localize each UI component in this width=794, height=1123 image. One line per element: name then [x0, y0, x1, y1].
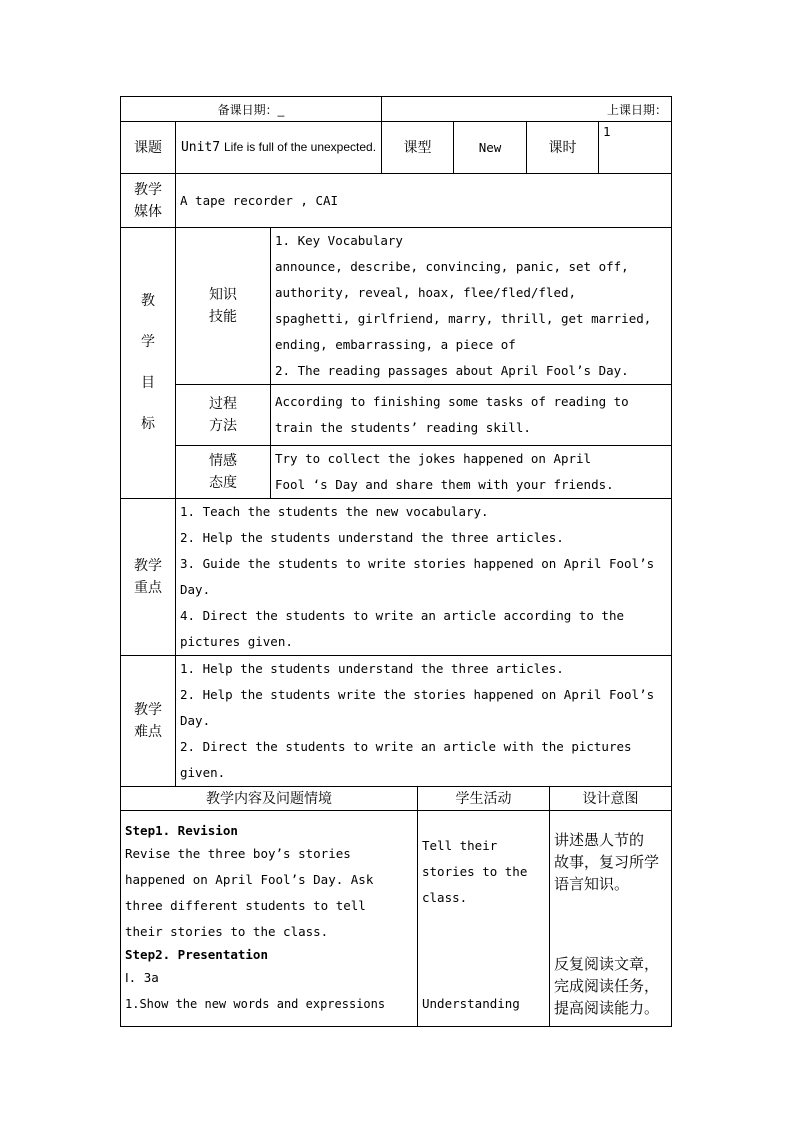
topic-row: [121, 122, 672, 174]
col-activity-header: 学生活动: [418, 787, 550, 811]
objectives-knowledge-row: [121, 228, 672, 385]
step1-line: their stories to the class.: [125, 924, 329, 939]
objectives-attitude-row: [121, 446, 672, 499]
objectives-char-3: 目: [141, 375, 155, 391]
media-label-1: 教学: [134, 181, 162, 198]
hours-value: 1: [599, 122, 672, 174]
step2-sub: Ⅰ. 3a: [125, 970, 159, 985]
step2-title: Step2. Presentation: [125, 947, 268, 962]
difficult-point-line: Day.: [180, 713, 211, 728]
topic-label: 课题: [121, 122, 176, 174]
difficult-points-label-1: 教学: [134, 702, 162, 718]
objectives-char-2: 学: [141, 334, 155, 350]
media-label-2: 媒体: [134, 203, 162, 220]
process-step-row: [121, 811, 672, 1027]
key-point-line: 3. Guide the students to write stories happened on April Fool’s: [180, 556, 655, 571]
lesson-plan-table: [120, 96, 672, 787]
attitude-line: Fool ‘s Day and share them with your friends.: [275, 477, 614, 492]
lesson-plan-document: [120, 96, 671, 1027]
key-points-label-2: 重点: [134, 580, 162, 596]
knowledge-content: [271, 228, 672, 385]
intent-line: 提高阅读能力。: [554, 999, 660, 1017]
media-label: [121, 174, 176, 228]
knowledge-label-2: 技能: [209, 309, 237, 325]
attitude-line: Try to collect the jokes happened on April: [275, 451, 592, 466]
unit-prefix: Unit7: [180, 140, 221, 155]
objectives-char-1: 教: [141, 293, 155, 309]
attitude-label-1: 情感: [209, 453, 237, 469]
process-header-row: [121, 787, 672, 811]
media-row: [121, 174, 672, 228]
col-content-header: 教学内容及问题情境: [121, 787, 418, 811]
attitude-label: [176, 446, 271, 499]
hours-label: 课时: [527, 122, 599, 174]
intent-line: 反复阅读文章，: [554, 955, 660, 973]
intent-line: 完成阅读任务，: [554, 977, 660, 995]
objectives-char-4: 标: [141, 416, 155, 432]
difficult-point-line: given.: [180, 765, 226, 780]
objectives-label: [121, 228, 176, 499]
class-date-label: 上课日期：: [382, 97, 672, 122]
media-value: A tape recorder , CAI: [176, 174, 672, 228]
intent-line: 故事，复习所学: [554, 853, 660, 871]
type-label: 课型: [382, 122, 454, 174]
objectives-process-row: [121, 385, 672, 446]
knowledge-line: 1. Key Vocabulary: [275, 233, 403, 248]
step1-title: Step1. Revision: [125, 823, 238, 838]
knowledge-label: [176, 228, 271, 385]
difficult-points-content: [176, 656, 672, 787]
difficult-point-line: 1. Help the students understand the three articles.: [180, 661, 564, 676]
step1-line: happened on April Fool’s Day. Ask: [125, 872, 374, 887]
step-content-cell: [121, 811, 418, 1027]
difficult-points-label: [121, 656, 176, 787]
attitude-content: [271, 446, 672, 499]
knowledge-label-1: 知识: [209, 287, 237, 303]
difficult-points-label-2: 难点: [134, 724, 162, 740]
col-intent-header: 设计意图: [550, 787, 672, 811]
process-table: [120, 786, 672, 1027]
key-points-label-1: 教学: [134, 558, 162, 574]
difficult-point-line: 2. Help the students write the stories happened on April Fool’s: [180, 687, 655, 702]
step1-line: Revise the three boy’s stories: [125, 846, 351, 861]
intent-cell: [550, 811, 672, 1027]
key-point-line: 4. Direct the students to write an article according to the: [180, 608, 625, 623]
process-label-2: 方法: [209, 418, 237, 434]
difficult-point-line: 2. Direct the students to write an article with the pictures: [180, 739, 632, 754]
activity-line: class.: [422, 890, 468, 905]
key-points-label: [121, 499, 176, 656]
knowledge-line: announce, describe, convincing, panic, set off,: [275, 259, 629, 274]
difficult-points-row: [121, 656, 672, 787]
activity-line: Tell their: [422, 838, 498, 853]
key-points-row: [121, 499, 672, 656]
topic-value: [176, 122, 382, 174]
type-value: New: [454, 122, 527, 174]
process-line: According to finishing some tasks of reading to: [275, 394, 629, 409]
date-row: [121, 97, 672, 122]
attitude-label-2: 态度: [209, 475, 237, 491]
step1-line: three different students to tell: [125, 898, 366, 913]
process-label: [176, 385, 271, 446]
process-line: train the students’ reading skill.: [275, 420, 531, 435]
unit-title: Life is full of the unexpected.: [223, 140, 377, 154]
key-point-line: Day.: [180, 582, 211, 597]
knowledge-line: ending, embarrassing, a piece of: [275, 337, 516, 352]
intent-line: 语言知识。: [554, 875, 630, 893]
knowledge-line: 2. The reading passages about April Fool’s Day.: [275, 363, 629, 378]
process-label-1: 过程: [209, 396, 237, 412]
key-point-line: 1. Teach the students the new vocabulary.: [180, 504, 489, 519]
intent-line: 讲述愚人节的: [554, 831, 645, 849]
knowledge-line: authority, reveal, hoax, flee/fled/fled,: [275, 285, 577, 300]
key-point-line: 2. Help the students understand the three articles.: [180, 530, 564, 545]
activity-understanding: Understanding: [422, 996, 520, 1011]
process-content: [271, 385, 672, 446]
prep-date-label: 备课日期：_: [121, 97, 382, 122]
key-point-line: pictures given.: [180, 634, 293, 649]
key-points-content: [176, 499, 672, 656]
knowledge-line: spaghetti, girlfriend, marry, thrill, get married,: [275, 311, 652, 326]
activity-cell: [418, 811, 550, 1027]
activity-line: stories to the: [422, 864, 528, 879]
step2-line: 1.Show the new words and expressions: [125, 997, 386, 1011]
